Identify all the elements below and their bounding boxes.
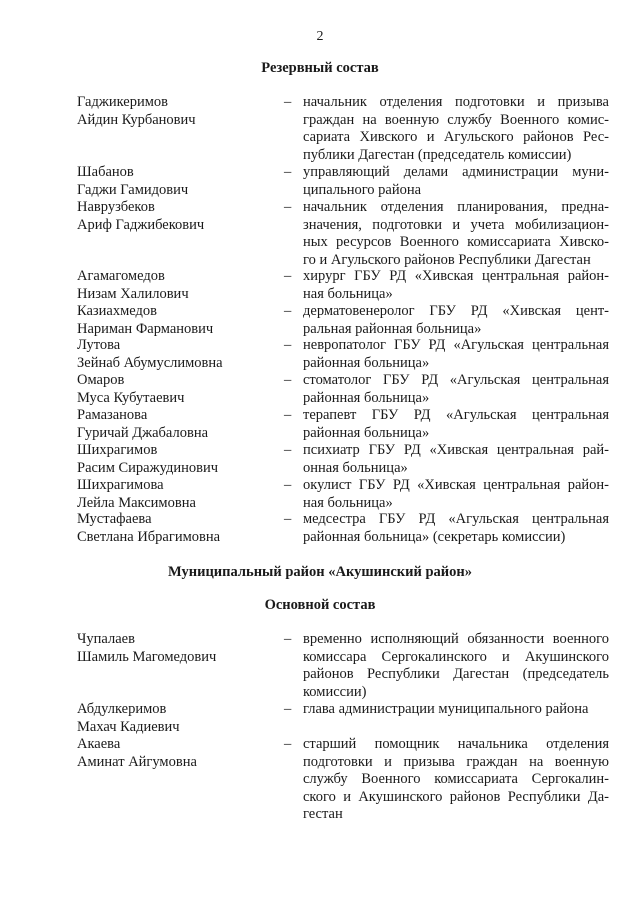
member-name: Рамазанова Гуричай Джабаловна bbox=[77, 407, 209, 441]
member-position: окулист ГБУ РД «Хивская центральная район- ная больница» bbox=[303, 477, 609, 511]
member-position: стоматолог ГБУ РД «Агульская центральная районная больница» bbox=[303, 372, 609, 406]
member-position: дерматовенеролог ГБУ РД «Хивская цент- ральная районная больница» bbox=[303, 303, 609, 337]
member-position: невропатолог ГБУ РД «Агульская центральная районная больница» bbox=[303, 337, 609, 371]
dash: – bbox=[284, 199, 292, 215]
member-name: Омаров Муса Кубутаевич bbox=[77, 372, 185, 406]
member-position: хирург ГБУ РД «Хивская центральная район- ная больница» bbox=[303, 268, 609, 302]
member-name: Чупалаев Шамиль Магомедович bbox=[77, 631, 217, 665]
member-name: Лутова Зейнаб Абумуслимовна bbox=[77, 337, 223, 371]
member-position: управляющий делами администрации муни- ципального района bbox=[303, 164, 609, 198]
dash: – bbox=[284, 303, 292, 319]
member-position: старший помощник начальника отделения подготовки и призыва граждан на военную службу Военного комиссариата Сергокалин- ского и Акушинского районов Республики Да- гестан bbox=[303, 736, 609, 822]
member-name: Наврузбеков Ариф Гаджибекович bbox=[77, 199, 205, 233]
dash: – bbox=[284, 736, 292, 752]
dash: – bbox=[284, 511, 292, 527]
member-name: Мустафаева Светлана Ибрагимовна bbox=[77, 511, 221, 545]
member-position: глава администрации муниципального района bbox=[303, 701, 589, 717]
member-position: начальник отделения планирования, предна- значения, подготовки и учета мобилизацион- ных ресурсов Военного комиссариата Хивско- го и Агульского районов Республики Дагестан bbox=[303, 199, 609, 268]
member-position: начальник отделения подготовки и призыва граждан на военную службу Военного комис- сариата Хивского и Агульского районов Рес- публики Дагестан (председатель комиссии) bbox=[303, 94, 609, 163]
section-subheading-main: Основной состав bbox=[264, 597, 376, 613]
dash: – bbox=[284, 442, 292, 458]
dash: – bbox=[284, 701, 292, 717]
member-name: Казиахмедов Нариман Фарманович bbox=[77, 303, 214, 337]
dash: – bbox=[284, 407, 292, 423]
dash: – bbox=[284, 372, 292, 388]
member-entry bbox=[0, 511, 640, 571]
member-name: Агамагомедов Низам Халилович bbox=[77, 268, 189, 302]
member-name: Шихрагимова Лейла Максимовна bbox=[77, 477, 196, 511]
dash: – bbox=[284, 477, 292, 493]
member-entry bbox=[0, 199, 640, 268]
dash: – bbox=[284, 268, 292, 284]
dash: – bbox=[284, 337, 292, 353]
dash: – bbox=[284, 164, 292, 180]
member-position: терапевт ГБУ РД «Агульская центральная районная больница» bbox=[303, 407, 609, 441]
member-position: психиатр ГБУ РД «Хивская центральная рай- онная больница» bbox=[303, 442, 609, 476]
section-heading-reserve: Резервный состав bbox=[261, 60, 379, 76]
section-heading-district: Муниципальный район «Акушинский район» bbox=[168, 564, 472, 580]
member-position: медсестра ГБУ РД «Агульская центральная районная больница» (секретарь комиссии) bbox=[303, 511, 609, 545]
member-name: Абдулкеримов Махач Кадиевич bbox=[77, 701, 180, 735]
member-name: Шихрагимов Расим Сиражудинович bbox=[77, 442, 219, 476]
member-position: временно исполняющий обязанности военного комиссара Сергокалинского и Акушинского районов Республики Дагестан (председатель комиссии) bbox=[303, 631, 609, 700]
member-name: Гаджикеримов Айдин Курбанович bbox=[77, 94, 196, 128]
dash: – bbox=[284, 94, 292, 110]
dash: – bbox=[284, 631, 292, 647]
member-entry bbox=[0, 736, 640, 822]
member-entry bbox=[0, 94, 640, 163]
member-name: Шабанов Гаджи Гамидович bbox=[77, 164, 189, 198]
page-number: 2 bbox=[316, 29, 324, 44]
member-name: Акаева Аминат Айгумовна bbox=[77, 736, 197, 770]
member-entry bbox=[0, 631, 640, 700]
